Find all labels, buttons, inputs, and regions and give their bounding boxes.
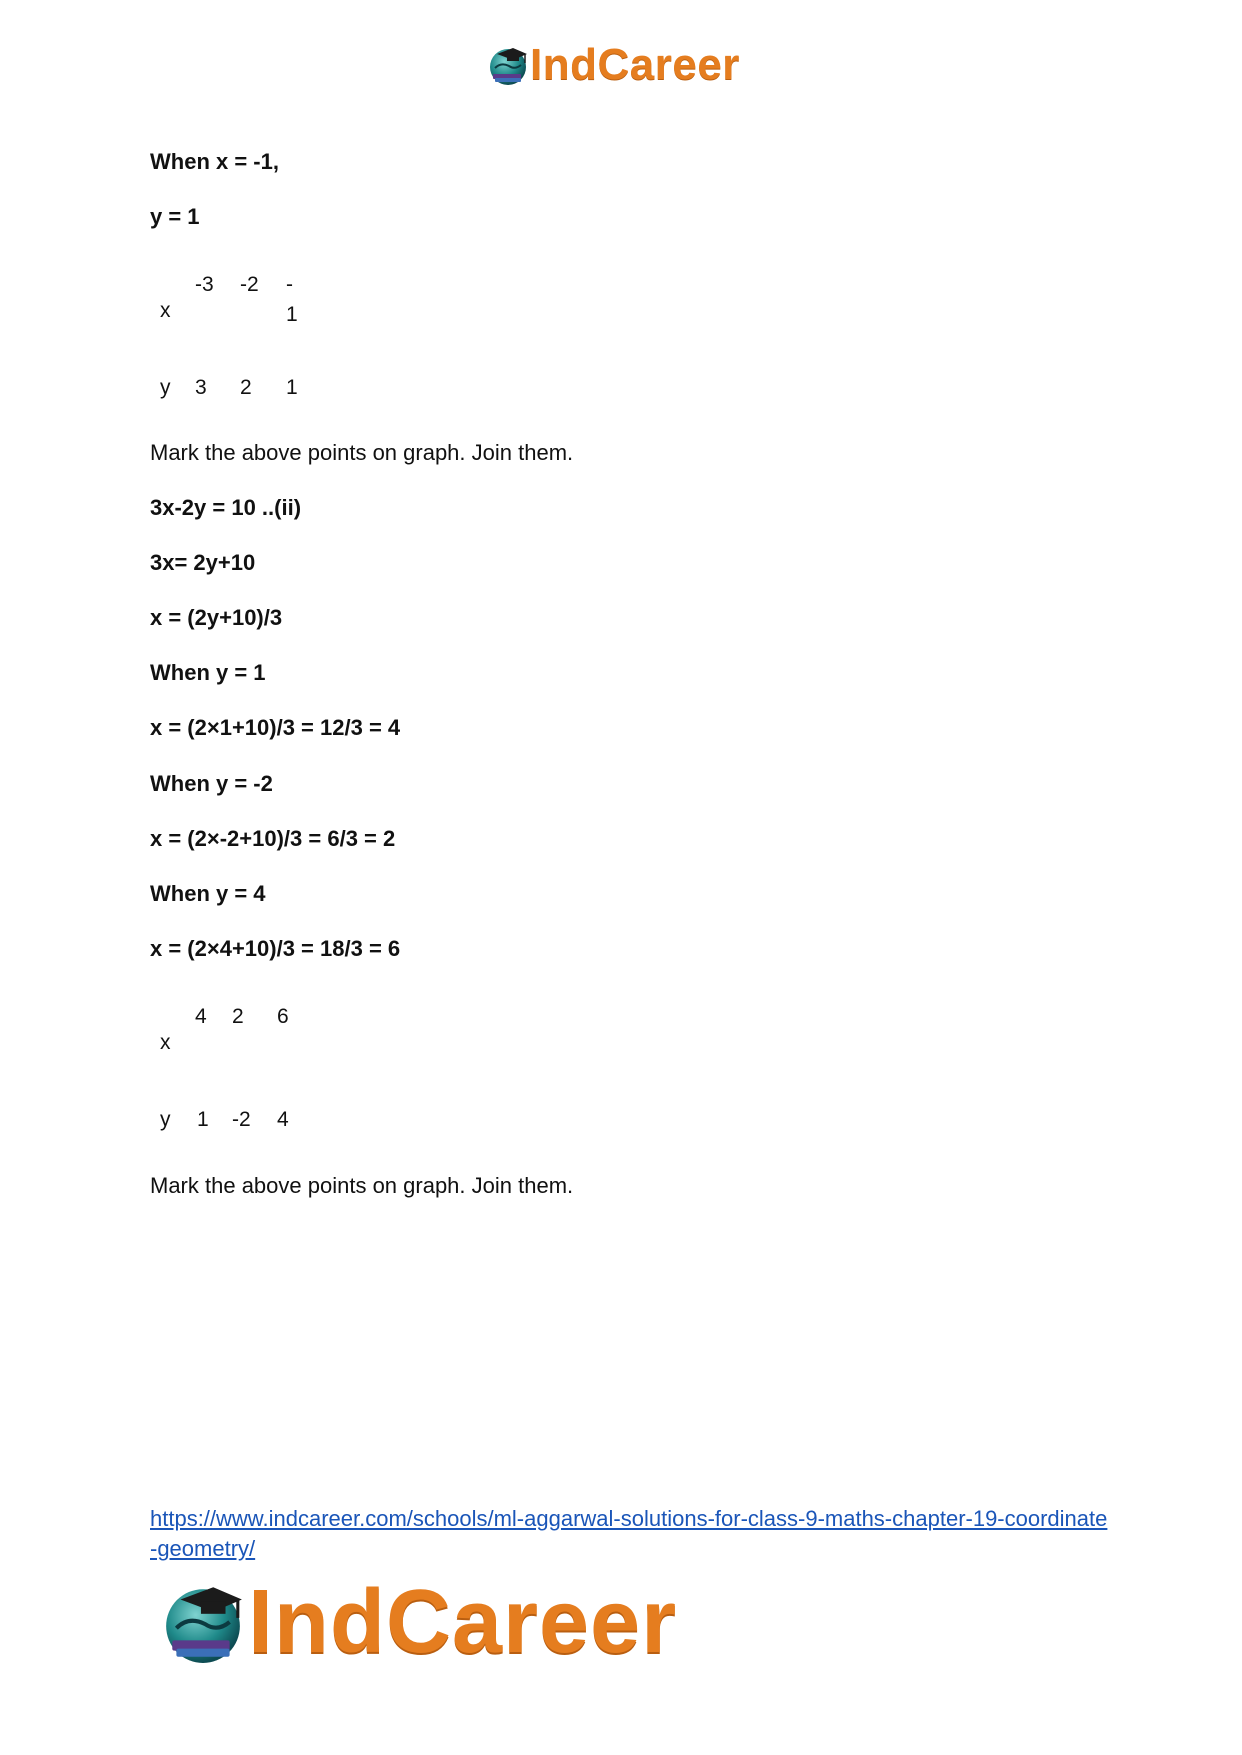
graduation-cap-globe-icon <box>160 1579 246 1665</box>
table-cell: - <box>286 273 293 296</box>
text-when-y-3: When y = 4 <box>150 881 266 906</box>
text-x-calc-3: x = (2×4+10)/3 = 18/3 = 6 <box>150 936 401 961</box>
text-when-y-2: When y = -2 <box>150 771 273 796</box>
table-row-label-x: x <box>160 1031 171 1054</box>
text-rearranged: 3x= 2y+10 <box>150 550 256 575</box>
text-x-calc-2: x = (2×-2+10)/3 = 6/3 = 2 <box>150 826 396 851</box>
text-equation-ii: 3x-2y = 10 ..(ii) <box>150 495 302 520</box>
text-mark-points-2: Mark the above points on graph. Join them. <box>150 1173 574 1198</box>
table-row-label-x: x <box>160 299 171 322</box>
table-row-label-y: y <box>160 1108 171 1131</box>
source-url-link[interactable]: https://www.indcareer.com/schools/ml-aggarwal-solutions-for-class-9-maths-chapter-19-coordinate-geometry/ <box>150 1506 1108 1561</box>
table-row-label-y: y <box>160 376 171 399</box>
graduation-cap-globe-icon <box>487 44 529 86</box>
table-cell: 2 <box>232 1005 244 1028</box>
table-cell: 2 <box>240 376 252 399</box>
logo-wordmark: IndCareer <box>248 1572 678 1672</box>
table-cell: 6 <box>277 1005 289 1028</box>
table-cell: 1 <box>286 303 298 326</box>
logo-wordmark: IndCareer <box>530 40 740 89</box>
table-cell: 1 <box>197 1108 209 1131</box>
table-cell: 4 <box>195 1005 207 1028</box>
table-cell: -2 <box>240 273 259 296</box>
text-when-x: When x = -1, <box>150 149 279 174</box>
table-cell: -2 <box>232 1108 251 1131</box>
text-mark-points-1: Mark the above points on graph. Join them. <box>150 440 574 465</box>
text-when-y-1: When y = 1 <box>150 660 266 685</box>
table-cell: 3 <box>195 376 207 399</box>
text-x-formula: x = (2y+10)/3 <box>150 605 283 630</box>
text-y-equals: y = 1 <box>150 204 200 229</box>
table-cell: 4 <box>277 1108 289 1131</box>
text-x-calc-1: x = (2×1+10)/3 = 12/3 = 4 <box>150 715 401 740</box>
footer-logo <box>160 1572 677 1672</box>
table-cell: 1 <box>286 376 298 399</box>
table-cell: -3 <box>195 273 214 296</box>
header-logo <box>487 40 740 90</box>
